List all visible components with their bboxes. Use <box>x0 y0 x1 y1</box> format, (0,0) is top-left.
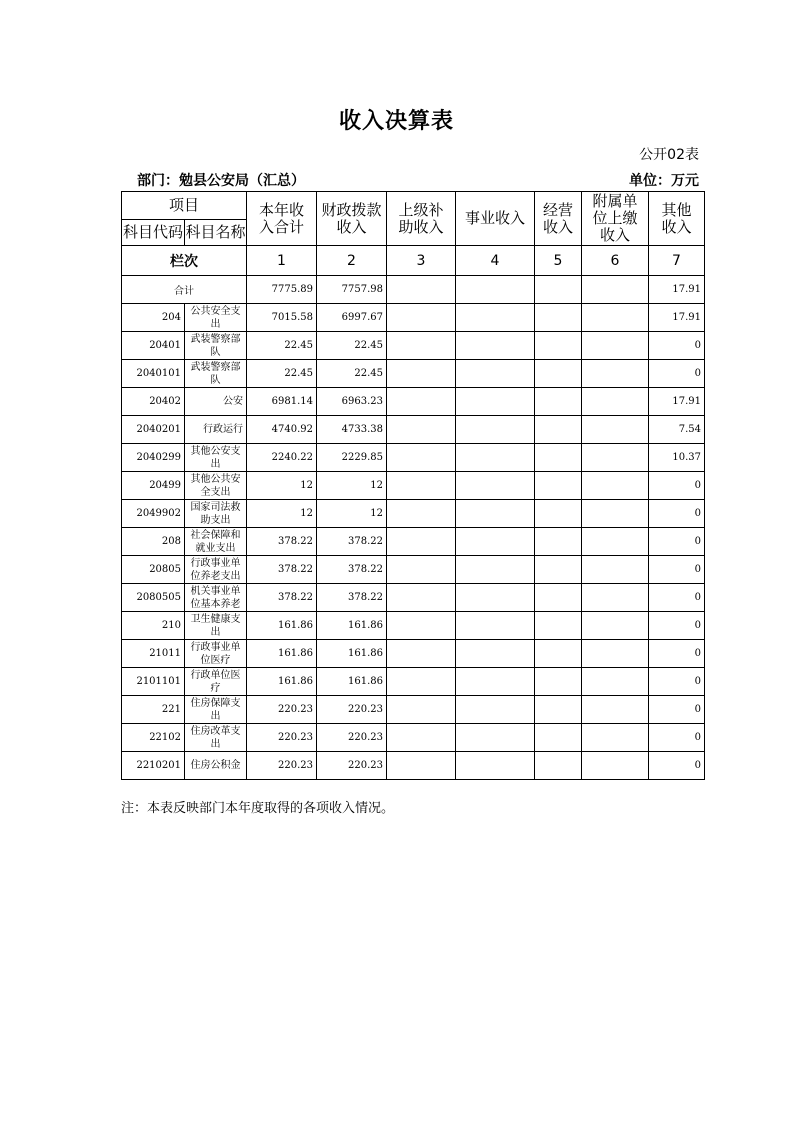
other-income: 0 <box>649 500 705 528</box>
empty-cell <box>387 528 456 556</box>
subject-code: 221 <box>122 696 185 724</box>
empty-cell <box>456 472 535 500</box>
empty-cell <box>535 752 582 780</box>
empty-cell <box>387 416 456 444</box>
subject-code: 2040299 <box>122 444 185 472</box>
column-number: 2 <box>317 246 387 276</box>
empty-cell <box>387 752 456 780</box>
empty-cell <box>456 640 535 668</box>
subject-name: 国家司法救助支出 <box>185 500 247 528</box>
empty-cell <box>456 528 535 556</box>
empty-cell <box>387 500 456 528</box>
empty-cell <box>456 276 535 304</box>
header-operating-text: 经营收入 <box>542 200 573 236</box>
header-operating <box>535 192 582 246</box>
subject-code: 2080505 <box>122 584 185 612</box>
income-total: 22.45 <box>247 332 317 360</box>
other-income: 0 <box>649 640 705 668</box>
empty-cell <box>456 724 535 752</box>
total-other: 17.91 <box>649 276 705 304</box>
empty-cell <box>535 584 582 612</box>
income-total: 7015.58 <box>247 304 317 332</box>
empty-cell <box>535 556 582 584</box>
table-row <box>122 584 705 612</box>
empty-cell <box>535 696 582 724</box>
other-income: 0 <box>649 752 705 780</box>
income-total: 12 <box>247 472 317 500</box>
table-row <box>122 304 705 332</box>
subject-code: 2049902 <box>122 500 185 528</box>
subject-name: 武装警察部队 <box>185 332 247 360</box>
empty-cell <box>535 668 582 696</box>
subject-name: 行政事业单位养老支出 <box>185 556 247 584</box>
header-total-text: 本年收入合计 <box>258 200 304 236</box>
table-row <box>122 640 705 668</box>
fiscal-income: 220.23 <box>317 724 387 752</box>
subject-code: 2101101 <box>122 668 185 696</box>
empty-cell <box>582 416 649 444</box>
empty-cell <box>456 416 535 444</box>
empty-cell <box>535 276 582 304</box>
empty-cell <box>582 612 649 640</box>
empty-cell <box>582 584 649 612</box>
table-row <box>122 752 705 780</box>
empty-cell <box>535 724 582 752</box>
header-superior-text: 上级补助收入 <box>398 200 444 236</box>
fiscal-income: 22.45 <box>317 332 387 360</box>
header-business: 事业收入 <box>456 192 535 246</box>
empty-cell <box>582 360 649 388</box>
fiscal-income: 161.86 <box>317 612 387 640</box>
empty-cell <box>582 528 649 556</box>
empty-cell <box>535 472 582 500</box>
total-fiscal: 7757.98 <box>317 276 387 304</box>
subject-name: 住房改革支出 <box>185 724 247 752</box>
empty-cell <box>582 668 649 696</box>
fiscal-income: 161.86 <box>317 640 387 668</box>
empty-cell <box>456 360 535 388</box>
income-total: 161.86 <box>247 612 317 640</box>
other-income: 17.91 <box>649 388 705 416</box>
subject-code: 2040201 <box>122 416 185 444</box>
subject-name: 行政运行 <box>185 416 247 444</box>
income-total: 161.86 <box>247 668 317 696</box>
header-code: 科目代码 <box>122 220 185 246</box>
header-item: 项目 <box>122 192 247 220</box>
header-affiliate <box>582 192 649 246</box>
revenue-table <box>121 191 705 780</box>
other-income: 0 <box>649 556 705 584</box>
income-total: 220.23 <box>247 724 317 752</box>
empty-cell <box>387 612 456 640</box>
empty-cell <box>582 500 649 528</box>
fiscal-income: 6963.23 <box>317 388 387 416</box>
empty-cell <box>582 556 649 584</box>
empty-cell <box>535 612 582 640</box>
empty-cell <box>535 500 582 528</box>
department-label: 部门：勉县公安局（汇总） <box>137 173 305 189</box>
other-income: 0 <box>649 668 705 696</box>
subject-name: 行政单位医疗 <box>185 668 247 696</box>
subject-name: 行政事业单位医疗 <box>185 640 247 668</box>
subject-code: 22102 <box>122 724 185 752</box>
subject-name: 其他公共安全支出 <box>185 472 247 500</box>
header-fiscal-text: 财政拨款收入 <box>321 200 382 236</box>
income-total: 220.23 <box>247 752 317 780</box>
subject-name: 武装警察部队 <box>185 360 247 388</box>
subject-code: 20402 <box>122 388 185 416</box>
column-number: 3 <box>387 246 456 276</box>
empty-cell <box>456 304 535 332</box>
header-other-text: 其他收入 <box>661 200 692 236</box>
fiscal-income: 378.22 <box>317 584 387 612</box>
empty-cell <box>387 360 456 388</box>
subject-name: 住房保障支出 <box>185 696 247 724</box>
fiscal-income: 220.23 <box>317 696 387 724</box>
empty-cell <box>387 556 456 584</box>
header-affiliate-text: 附属单位上缴收入 <box>592 193 638 244</box>
table-row <box>122 612 705 640</box>
empty-cell <box>456 612 535 640</box>
column-number: 7 <box>649 246 705 276</box>
footnote: 注：本表反映部门本年度取得的各项收入情况。 <box>121 801 395 816</box>
other-income: 0 <box>649 332 705 360</box>
fiscal-income: 12 <box>317 500 387 528</box>
subject-code: 20805 <box>122 556 185 584</box>
income-total: 6981.14 <box>247 388 317 416</box>
total-row <box>122 276 705 304</box>
table-row <box>122 416 705 444</box>
form-number: 公开02表 <box>639 147 699 163</box>
empty-cell <box>582 696 649 724</box>
column-number-label: 栏次 <box>122 246 247 276</box>
empty-cell <box>535 304 582 332</box>
income-total: 378.22 <box>247 528 317 556</box>
fiscal-income: 378.22 <box>317 556 387 584</box>
table-row <box>122 332 705 360</box>
income-total: 4740.92 <box>247 416 317 444</box>
subject-name: 住房公积金 <box>185 752 247 780</box>
empty-cell <box>535 332 582 360</box>
total-income: 7775.89 <box>247 276 317 304</box>
subject-name: 卫生健康支出 <box>185 612 247 640</box>
subject-code: 20499 <box>122 472 185 500</box>
empty-cell <box>456 444 535 472</box>
header-total <box>247 192 317 246</box>
subject-code: 208 <box>122 528 185 556</box>
table-row <box>122 528 705 556</box>
empty-cell <box>535 388 582 416</box>
empty-cell <box>535 360 582 388</box>
subject-code: 210 <box>122 612 185 640</box>
empty-cell <box>387 668 456 696</box>
other-income: 0 <box>649 584 705 612</box>
table-row <box>122 500 705 528</box>
column-number: 6 <box>582 246 649 276</box>
header-fiscal <box>317 192 387 246</box>
income-total: 378.22 <box>247 584 317 612</box>
empty-cell <box>387 584 456 612</box>
subject-code: 2210201 <box>122 752 185 780</box>
fiscal-income: 161.86 <box>317 668 387 696</box>
total-label: 合计 <box>122 276 247 304</box>
empty-cell <box>582 388 649 416</box>
column-number: 4 <box>456 246 535 276</box>
page-title: 收入决算表 <box>338 109 454 134</box>
empty-cell <box>387 276 456 304</box>
empty-cell <box>387 696 456 724</box>
empty-cell <box>387 388 456 416</box>
table-row <box>122 472 705 500</box>
table-row <box>122 724 705 752</box>
table-row <box>122 444 705 472</box>
fiscal-income: 22.45 <box>317 360 387 388</box>
income-total: 2240.22 <box>247 444 317 472</box>
header-name: 科目名称 <box>185 220 247 246</box>
subject-name: 机关事业单位基本养老 <box>185 584 247 612</box>
subject-code: 20401 <box>122 332 185 360</box>
empty-cell <box>456 388 535 416</box>
empty-cell <box>387 304 456 332</box>
empty-cell <box>456 668 535 696</box>
other-income: 0 <box>649 612 705 640</box>
empty-cell <box>456 556 535 584</box>
fiscal-income: 6997.67 <box>317 304 387 332</box>
empty-cell <box>456 696 535 724</box>
income-total: 161.86 <box>247 640 317 668</box>
empty-cell <box>535 640 582 668</box>
fiscal-income: 4733.38 <box>317 416 387 444</box>
empty-cell <box>582 640 649 668</box>
other-income: 0 <box>649 360 705 388</box>
table-row <box>122 556 705 584</box>
table-row <box>122 360 705 388</box>
header-other <box>649 192 705 246</box>
header-superior <box>387 192 456 246</box>
subject-code: 204 <box>122 304 185 332</box>
subject-code: 2040101 <box>122 360 185 388</box>
other-income: 0 <box>649 528 705 556</box>
fiscal-income: 220.23 <box>317 752 387 780</box>
income-total: 220.23 <box>247 696 317 724</box>
empty-cell <box>387 332 456 360</box>
empty-cell <box>535 416 582 444</box>
empty-cell <box>582 332 649 360</box>
empty-cell <box>456 752 535 780</box>
subject-name: 社会保障和就业支出 <box>185 528 247 556</box>
other-income: 17.91 <box>649 304 705 332</box>
empty-cell <box>387 724 456 752</box>
table-row <box>122 696 705 724</box>
empty-cell <box>582 276 649 304</box>
other-income: 0 <box>649 724 705 752</box>
subject-name: 公安 <box>185 388 247 416</box>
empty-cell <box>535 528 582 556</box>
other-income: 10.37 <box>649 444 705 472</box>
empty-cell <box>387 472 456 500</box>
fiscal-income: 2229.85 <box>317 444 387 472</box>
other-income: 0 <box>649 696 705 724</box>
income-total: 22.45 <box>247 360 317 388</box>
subject-name: 公共安全支出 <box>185 304 247 332</box>
fiscal-income: 12 <box>317 472 387 500</box>
empty-cell <box>582 472 649 500</box>
empty-cell <box>456 500 535 528</box>
empty-cell <box>456 332 535 360</box>
subject-name: 其他公安支出 <box>185 444 247 472</box>
column-number: 1 <box>247 246 317 276</box>
table-row <box>122 388 705 416</box>
empty-cell <box>582 304 649 332</box>
empty-cell <box>387 640 456 668</box>
empty-cell <box>582 444 649 472</box>
income-total: 12 <box>247 500 317 528</box>
empty-cell <box>456 584 535 612</box>
subject-code: 21011 <box>122 640 185 668</box>
income-total: 378.22 <box>247 556 317 584</box>
empty-cell <box>582 752 649 780</box>
fiscal-income: 378.22 <box>317 528 387 556</box>
other-income: 7.54 <box>649 416 705 444</box>
column-number: 5 <box>535 246 582 276</box>
other-income: 0 <box>649 472 705 500</box>
unit-label: 单位：万元 <box>629 173 699 189</box>
empty-cell <box>387 444 456 472</box>
table-row <box>122 668 705 696</box>
empty-cell <box>582 724 649 752</box>
empty-cell <box>535 444 582 472</box>
